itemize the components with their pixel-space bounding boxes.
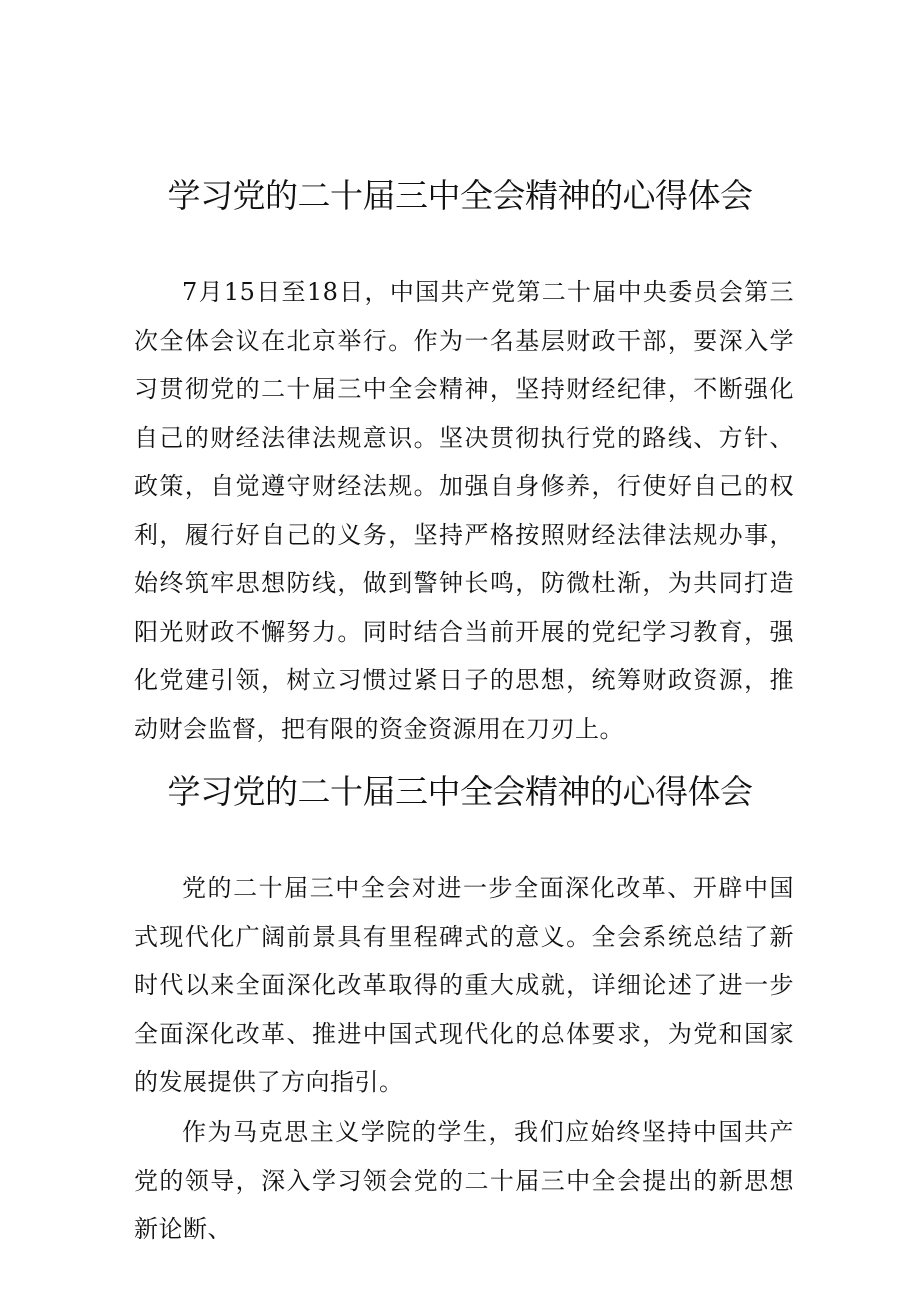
section-title: 学习党的二十届三中全会精神的心得体会	[167, 772, 753, 811]
section-paragraph: 7月15日至18日，中国共产党第二十届中央委员会第三次全体会议在北京举行。作为一名基层财政干部，要深入学习贯彻党的二十届三中全会精神，坚持财经纪律，不断强化自己的财经法律法规意识。坚决贯彻执行党的路线、方针、政策，自觉遵守财经法规。加强自身修养，行使好自己的权利，履行好自己的义务，坚持严格按照财经法律法规办事，始终筑牢思想防线，做到警钟长鸣，防微杜渐，为共同打造阳光财政不懈努力。同时结合当前开展的党纪学习教育，强化党建引领，树立习惯过紧日子的思想，统筹财政资源，推动财会监督，把有限的资金资源用在刀刃上。	[134, 278, 794, 743]
section-paragraph: 党的二十届三中全会对进一步全面深化改革、开辟中国式现代化广阔前景具有里程碑式的意义。全会系统总结了新时代以来全面深化改革取得的重大成就，详细论述了进一步全面深化改革、推进中国式现代化的总体要求，为党和国家的发展提供了方向指引。	[134, 874, 794, 1096]
section-paragraph: 作为马克思主义学院的学生，我们应始终坚持中国共产党的领导，深入学习领会党的二十届三中全会提出的新思想新论断、	[134, 1118, 794, 1243]
section-title: 学习党的二十届三中全会精神的心得体会	[167, 176, 753, 215]
